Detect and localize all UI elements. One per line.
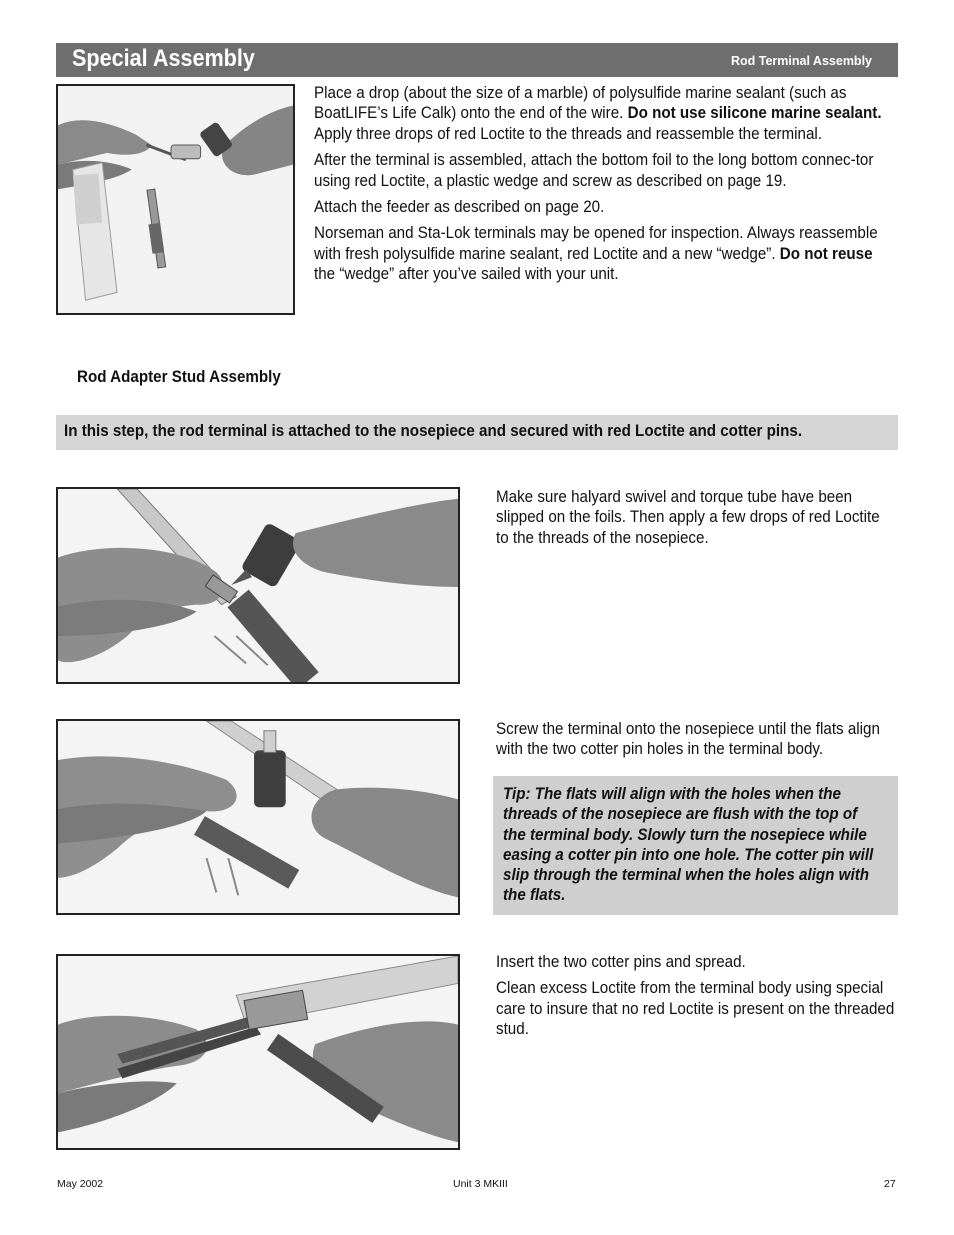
footer-page-number: 27	[884, 1178, 896, 1190]
footer-date: May 2002	[57, 1178, 104, 1190]
step-note-bar	[56, 415, 898, 450]
photo-sealant-application	[56, 84, 295, 315]
step-3-paragraph-1: Insert the two cotter pins and spread.	[496, 953, 746, 971]
step-1-text: Make sure halyard swivel and torque tube have been slipped on the foils. Then apply a few drops of red Loctite to the threads of the nosepiece.	[496, 488, 880, 547]
section-heading: Rod Adapter Stud Assembly	[77, 368, 281, 386]
tip-box	[493, 776, 898, 915]
intro-paragraph-1: Place a drop (about the size of a marble) of polysulfide marine sealant (such as BoatLIFE’s Life Calk) onto the end of the wire. Do not use silicone marine sealant. Apply three drops of red Loctite to the threads and reassemble the terminal.	[314, 84, 882, 143]
photo-insert-cotter-pins	[56, 954, 460, 1150]
footer-unit: Unit 3 MKIII	[453, 1178, 508, 1190]
intro-paragraph-3: Attach the feeder as described on page 20.	[314, 198, 605, 217]
intro-paragraph-2: After the terminal is assembled, attach the bottom foil to the long bottom connec-tor using red Loctite, a plastic wedge and screw as described on page 19.	[314, 151, 874, 190]
tip-text: Tip: The flats will align with the holes when the threads of the nosepiece are flush with the top of the terminal body. Slowly turn the nosepiece while easing a cotter pin into one hole. The cotter pin will slip through the terminal when the holes align with the flats.	[503, 785, 874, 905]
step-3-paragraph-2: Clean excess Loctite from the terminal body using special care to insure that no red Loctite is present on the threaded stud.	[496, 979, 895, 1039]
step-2-text: Screw the terminal onto the nosepiece until the flats align with the two cotter pin holes in the terminal body.	[496, 720, 880, 759]
step-3-text	[496, 952, 901, 1046]
intro-paragraph-4: Norseman and Sta-Lok terminals may be opened for inspection. Always reassemble with fresh polysulfide marine sealant, red Loctite and a new “wedge”. Do not reuse the “wedge” after you’ve sailed with your unit.	[314, 224, 878, 284]
photo-screw-terminal	[56, 719, 460, 915]
header-bar	[56, 43, 898, 77]
intro-text	[314, 83, 894, 291]
section-subtitle: Rod Terminal Assembly	[730, 54, 872, 68]
page-title: Special Assembly	[72, 45, 255, 72]
step-note-text: In this step, the rod terminal is attached to the nosepiece and secured with red Loctite and cotter pins.	[64, 422, 803, 440]
photo-apply-loctite	[56, 487, 460, 684]
